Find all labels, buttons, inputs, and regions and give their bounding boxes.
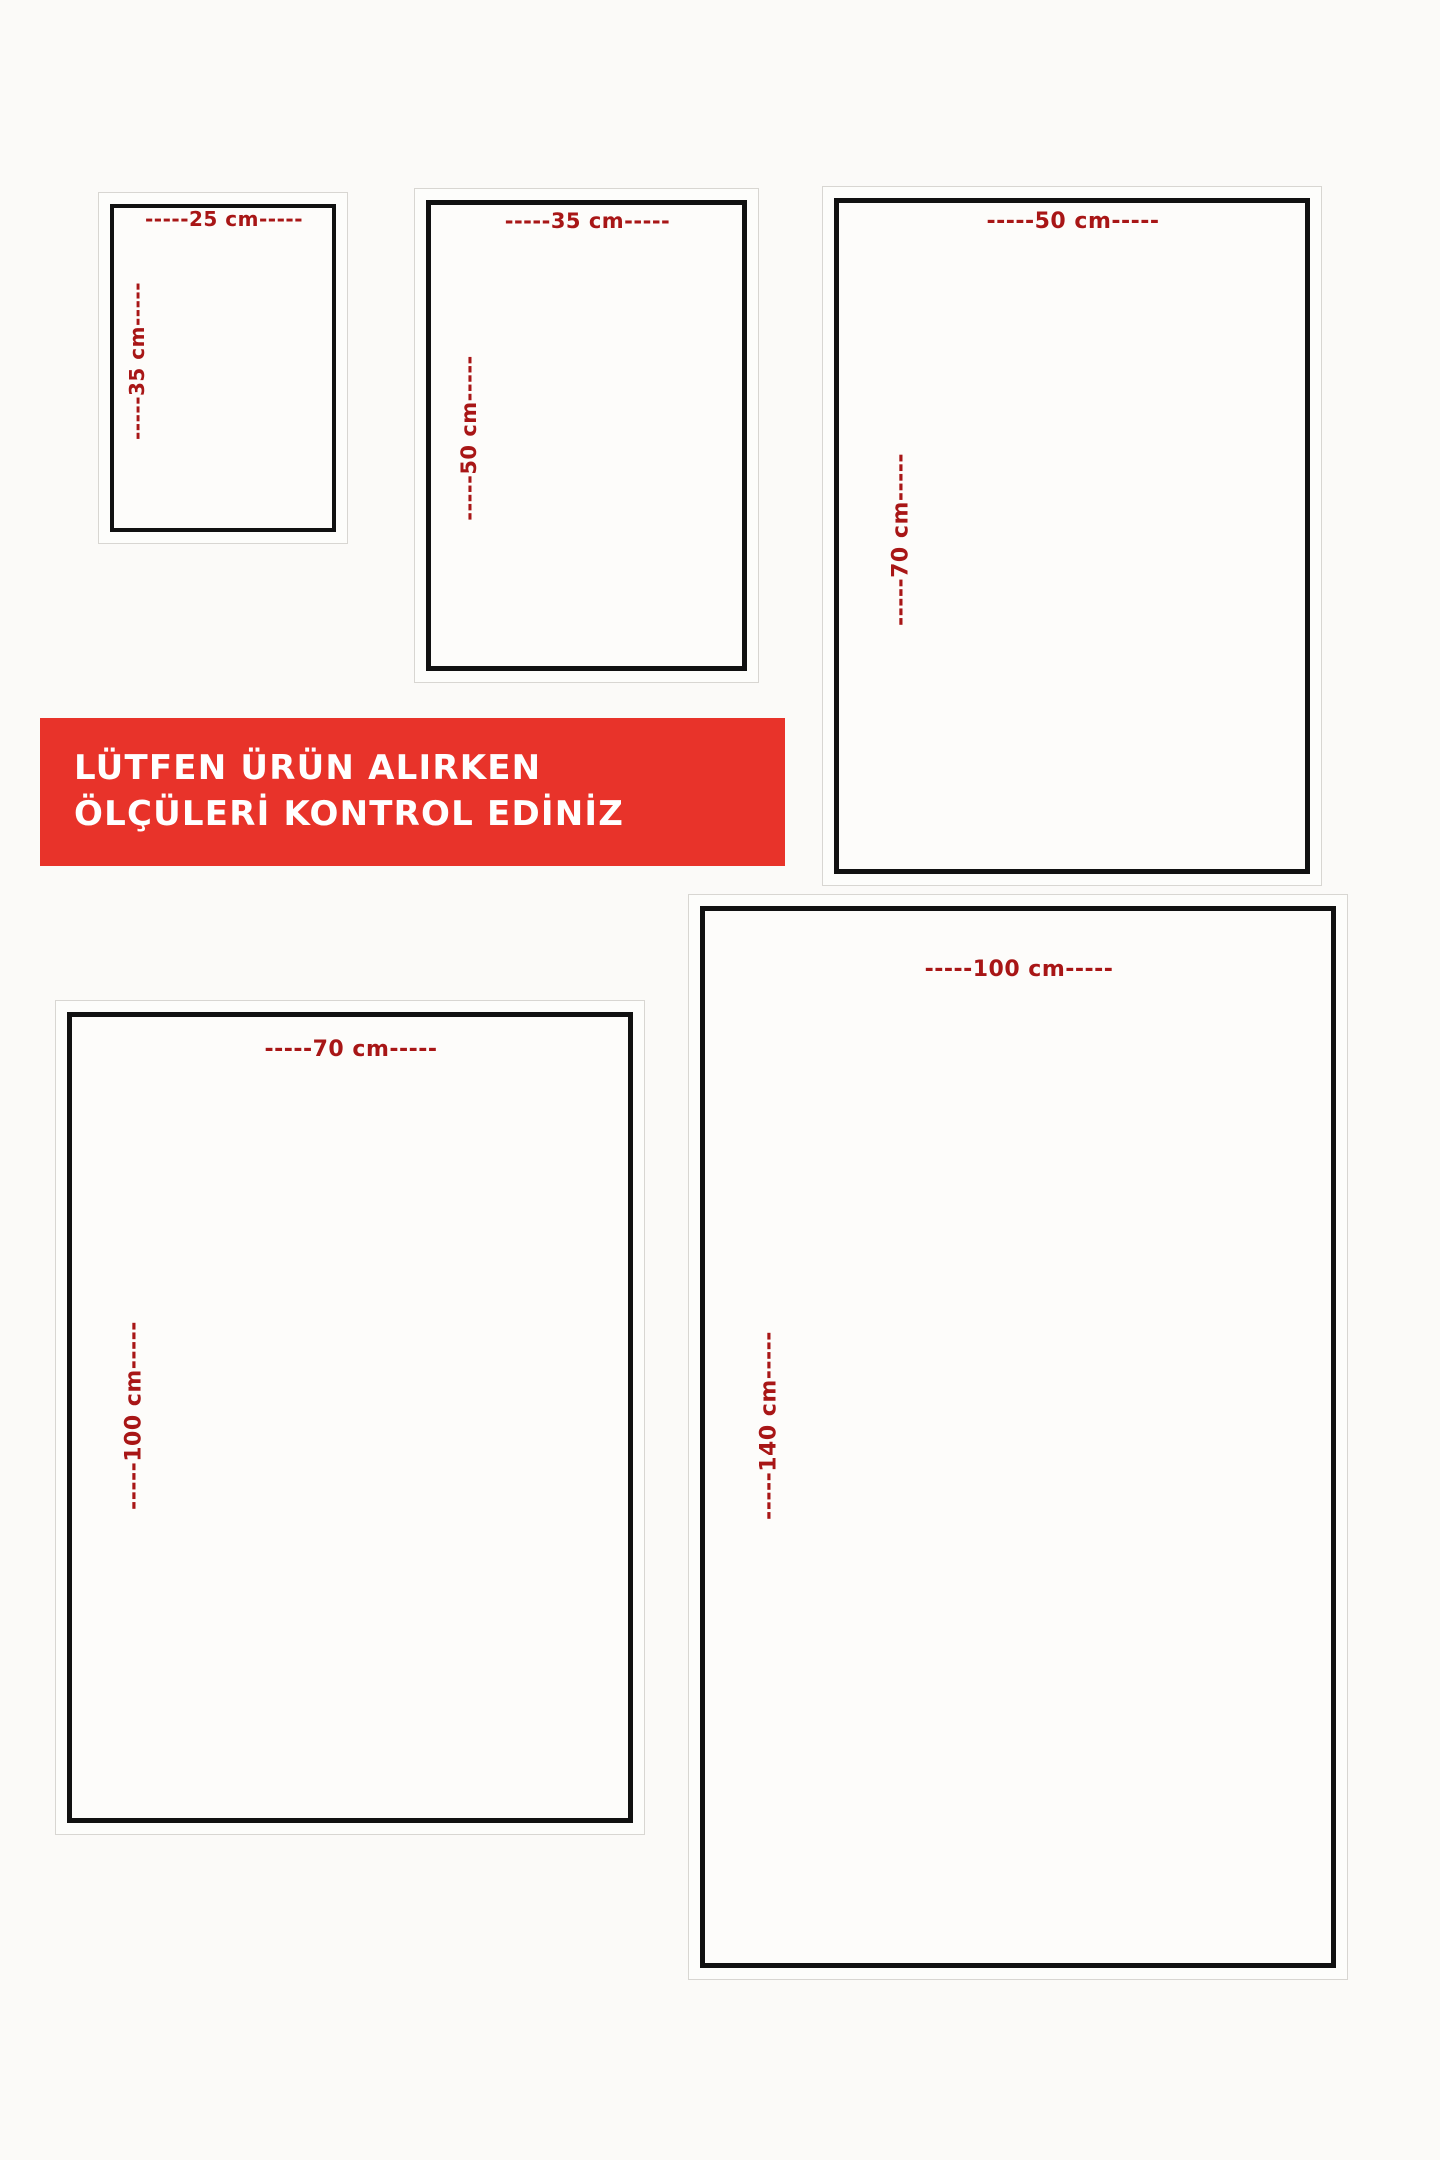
frame-50x70-width-label: -----50 cm----- xyxy=(986,209,1160,234)
frame-35x50 xyxy=(414,188,759,683)
frame-100x140-width-label: -----100 cm----- xyxy=(924,957,1114,982)
frame-35x50-width-label: -----35 cm----- xyxy=(504,209,671,233)
frame-100x140-inner xyxy=(700,906,1336,1968)
frame-50x70 xyxy=(822,186,1322,886)
warning-banner-line-1: LÜTFEN ÜRÜN ALIRKEN xyxy=(74,748,542,789)
frame-50x70-height-label: -----70 cm----- xyxy=(888,452,914,627)
frame-25x35-width-label: -----25 cm----- xyxy=(145,207,303,231)
frame-25x35 xyxy=(98,192,348,544)
frame-70x100 xyxy=(55,1000,645,1835)
frame-25x35-height-label: -----35 cm----- xyxy=(125,282,149,440)
frame-35x50-height-label: -----50 cm----- xyxy=(457,355,481,521)
frame-100x140-height-label: -----140 cm----- xyxy=(756,1331,782,1520)
frame-70x100-inner xyxy=(67,1012,633,1823)
frame-100x140 xyxy=(688,894,1348,1980)
frame-70x100-width-label: -----70 cm----- xyxy=(264,1037,438,1062)
warning-banner-line-2: ÖLÇÜLERİ KONTROL EDİNİZ xyxy=(74,794,625,834)
frame-70x100-height-label: -----100 cm----- xyxy=(121,1321,147,1510)
warning-banner xyxy=(40,718,785,866)
